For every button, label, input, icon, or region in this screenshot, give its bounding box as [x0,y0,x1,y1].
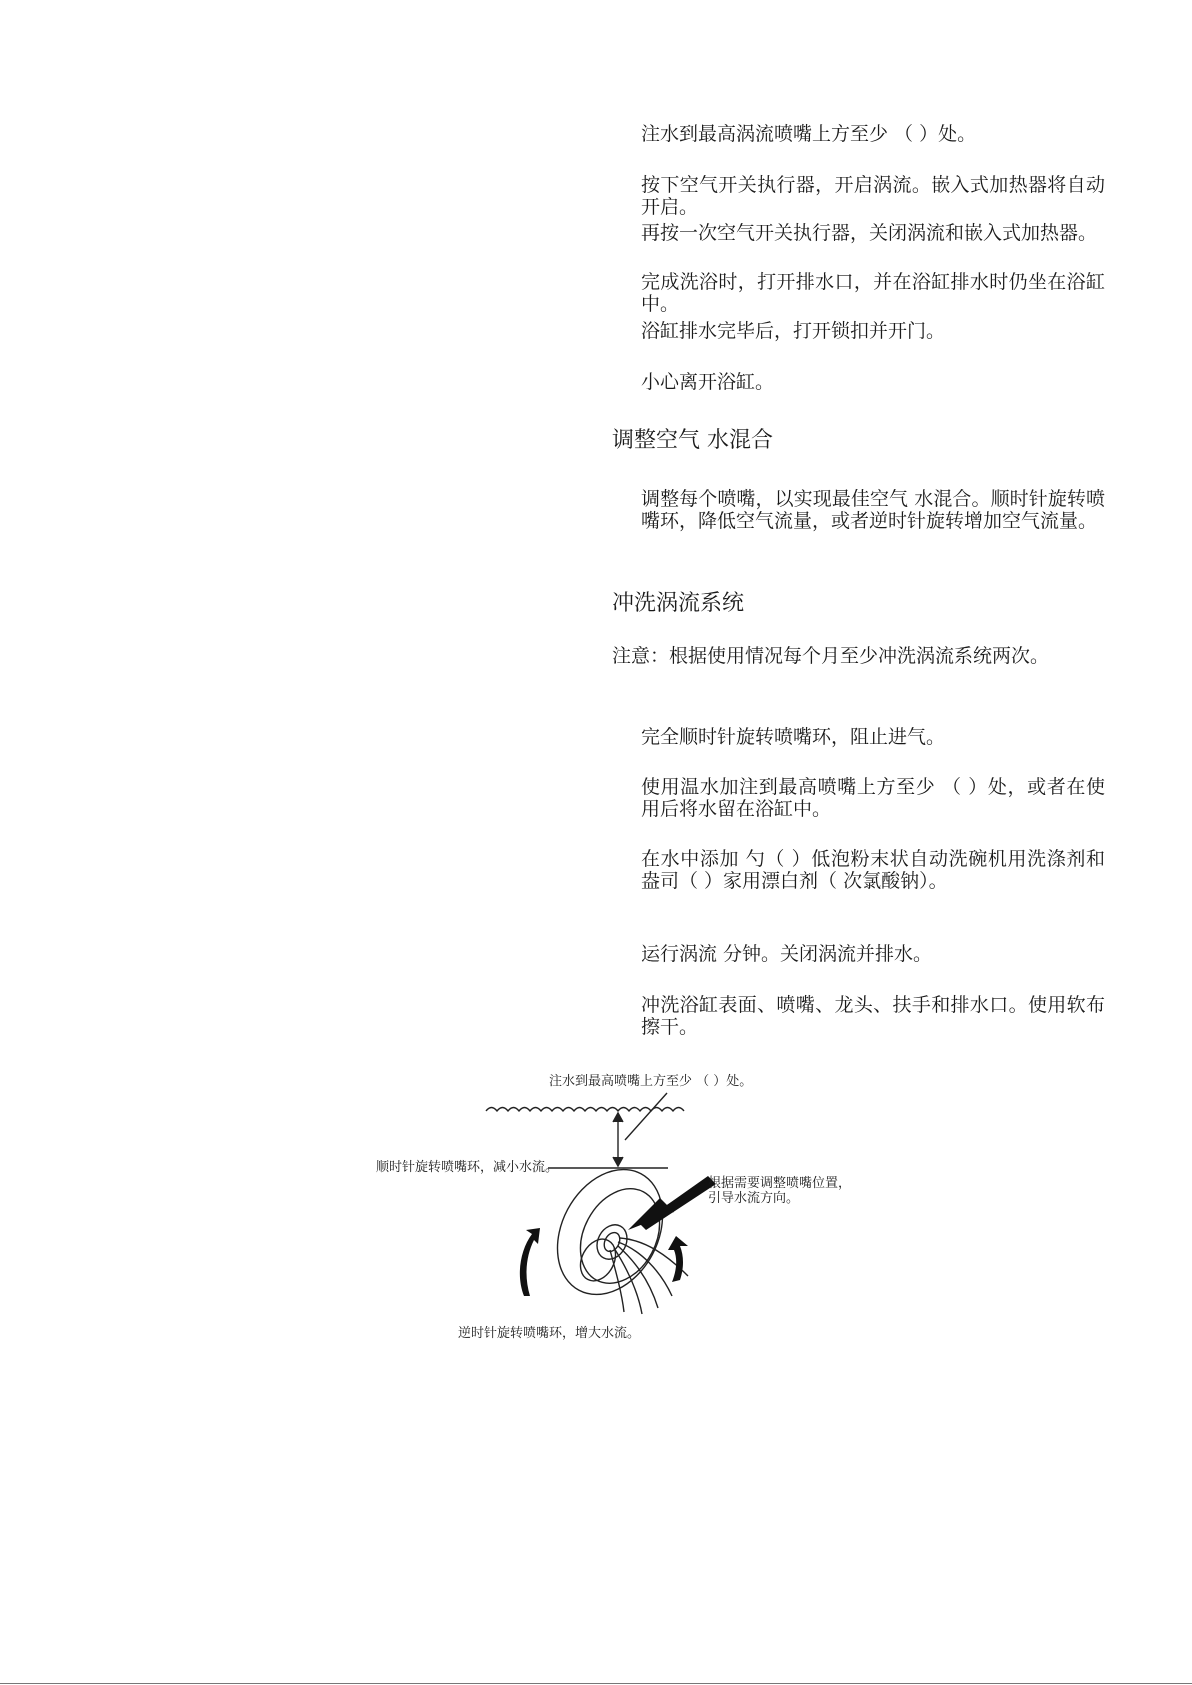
step-open-drain: 完成洗浴时，打开排水口，并在浴缸排水时仍坐在浴缸中。 [641,271,1105,315]
diagram-label-fill-level: 注水到最高喷嘴上方至少 （ ）处。 [549,1074,753,1089]
step-exit-bath: 小心离开浴缸。 [641,371,775,393]
section-heading-flush: 冲洗涡流系统 [612,591,745,616]
flush-step-add-detergent: 在水中添加 勺（ ）低泡粉末状自动洗碗机用洗涤剂和 盎司（ ）家用漂白剂（ 次氯酸钠）。 [641,848,1105,892]
flush-step-run-whirlpool: 运行涡流 分钟。关闭涡流并排水。 [641,943,933,965]
air-mix-instructions: 调整每个喷嘴，以实现最佳空气 水混合。顺时针旋转喷嘴环，降低空气流量，或者逆时针旋转增加空气流量。 [641,488,1105,532]
page-bottom-rule [0,1683,1192,1684]
step-press-again: 再按一次空气开关执行器，关闭涡流和嵌入式加热器。 [641,222,1098,244]
diagram-label-clockwise: 顺时针旋转喷嘴环，减小水流。 [376,1160,559,1175]
clockwise-arrow [668,1236,688,1282]
fill-leader-line [625,1093,667,1140]
diagram-label-adjust-direction: 引导水流方向。 [708,1191,800,1206]
diagram-label-adjust-position: 根据需要调整喷嘴位置， [708,1176,852,1191]
step-fill-water: 注水到最高涡流喷嘴上方至少 （ ）处。 [641,123,977,145]
step-open-door: 浴缸排水完毕后，打开锁扣并开门。 [641,320,946,342]
step-press-air-switch: 按下空气开关执行器，开启涡流。嵌入式加热器将自动开启。 [641,174,1105,218]
diagram-label-counterclockwise: 逆时针旋转喷嘴环，增大水流。 [458,1326,641,1341]
section-heading-air-mix: 调整空气 水混合 [612,428,773,453]
flush-step-rinse-surfaces: 冲洗浴缸表面、喷嘴、龙头、扶手和排水口。使用软布擦干。 [641,994,1105,1038]
counterclockwise-arrow [520,1228,540,1296]
flush-step-close-nozzle: 完全顺时针旋转喷嘴环，阻止进气。 [641,726,946,748]
nozzle-ring-outer [537,1151,684,1313]
flush-note: 注意：根据使用情况每个月至少冲洗涡流系统两次。 [612,645,1050,667]
flush-step-fill-warm-water: 使用温水加注到最高喷嘴上方至少 （ ）处，或者在使用后将水留在浴缸中。 [641,776,1105,820]
